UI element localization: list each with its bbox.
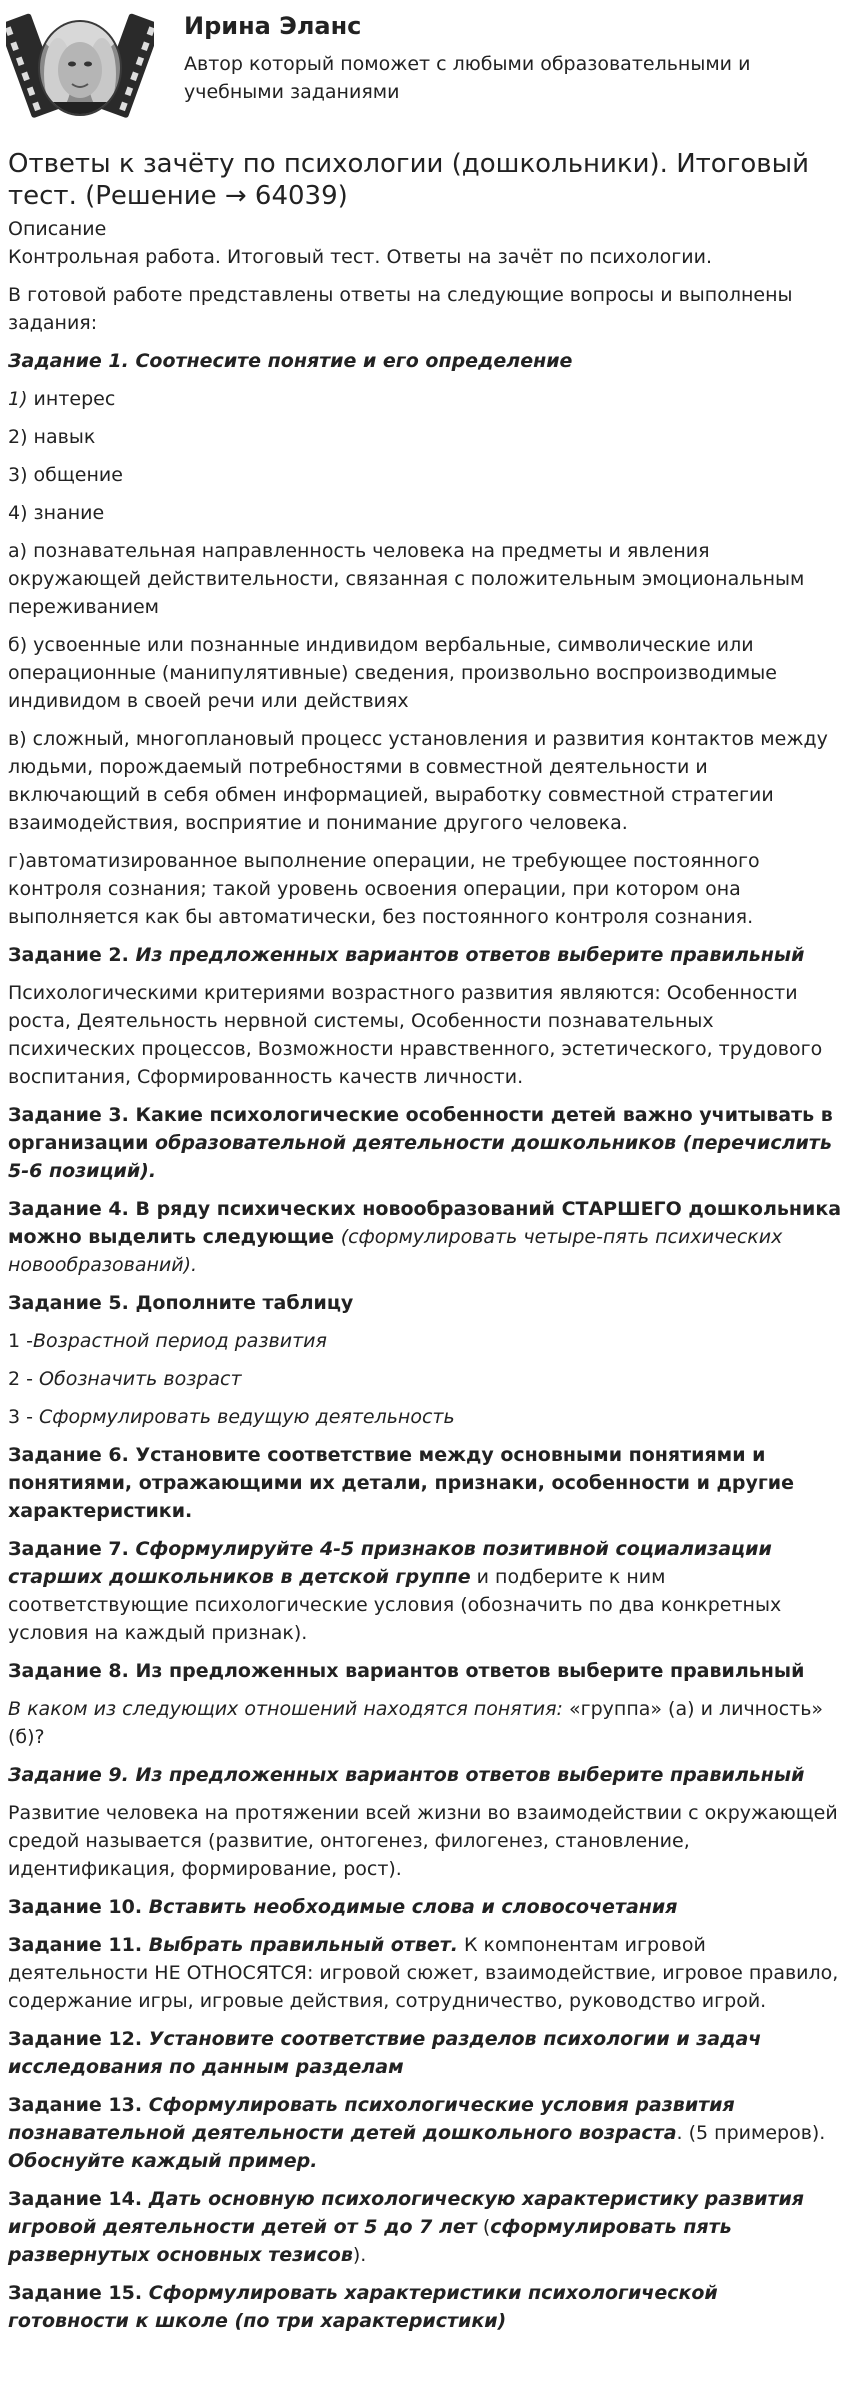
task-1-item-text: навык: [27, 426, 96, 448]
task-1-item-number: 4): [8, 502, 28, 524]
task-8-heading: Задание 8. Из предложенных вариантов ответов выберите правильный: [8, 1660, 805, 1682]
task-5-row-text: Сформулировать ведущую деятельность: [39, 1406, 455, 1428]
task-5-row-number: 2 -: [8, 1368, 40, 1390]
task-3-heading-bold: Задание 3. Какие психологические особенности детей важно учитывать в организации: [8, 1104, 833, 1154]
task-14-heading-text: Дать основную психологическую характеристику развития игровой деятельности детей от 5 до 7 лет: [8, 2188, 804, 2238]
task-1-item: [8, 461, 844, 489]
task-1-item: [8, 423, 844, 451]
avatar[interactable]: [6, 4, 154, 130]
task-9-heading: Задание 9. Из предложенных вариантов ответов выберите правильный: [8, 1764, 805, 1786]
intro-line-2: В готовой работе представлены ответы на следующие вопросы и выполнены задания:: [8, 284, 793, 334]
task-8-text: [8, 1695, 844, 1751]
task-12-heading-text: Установите соответствие разделов психологии и задач исследования по данным разделам: [8, 2028, 762, 2078]
task-9-text: Развитие человека на протяжении всей жизни во взаимодействии с окружающей средой называется (развитие, онтогенез, филогенез, становление, идентификация, формирование, рост).: [8, 1802, 838, 1880]
task-5-row-text: Обозначить возраст: [39, 1368, 242, 1390]
task-7-text: и подберите к ним соответствующие психологические условия (обозначить по два конкретных условия на каждый признак).: [8, 1566, 782, 1644]
task-5-row-number: 1 -: [8, 1330, 33, 1352]
task-13-heading: [8, 2091, 844, 2175]
task-12-heading: [8, 2025, 844, 2081]
task-1-definition: в) сложный, многоплановый процесс установления и развития контактов между людьми, порождаемый потребностями в совместной деятельности и включающий в себя обмен информацией, выработку совместной стратегии взаимодействия, восприятие и понимание другого человека.: [8, 728, 828, 834]
task-14-label: Задание 14.: [8, 2188, 149, 2210]
task-5-row: [8, 1365, 844, 1393]
task-14-text-1: (: [476, 2216, 491, 2238]
task-14-heading-text-2: сформулировать пять развернутых основных тезисов: [8, 2216, 732, 2266]
description-label: Описание: [8, 218, 107, 240]
intro-line-1: Контрольная работа. Итоговый тест. Ответы на зачёт по психологии.: [8, 246, 713, 268]
task-11-heading: [8, 1931, 844, 2015]
task-10-heading: [8, 1893, 844, 1921]
task-1-definition: г)автоматизированное выполнение операции, не требующее постоянного контроля сознания; такой уровень освоения операции, при котором она выполняется как бы автоматически, без постоянного контроля сознания.: [8, 850, 760, 928]
task-2-heading-text: Из предложенных вариантов ответов выберите правильный: [135, 944, 805, 966]
task-11-text: К компонентам игровой деятельности НЕ ОТНОСЯТСЯ: игровой сюжет, взаимодействие, игровое правило, содержание игры, игровые действия, сотрудничество, руководство игрой.: [8, 1934, 839, 2012]
task-7-label: Задание 7.: [8, 1538, 136, 1560]
task-8-text-plain: «группа» (а) и личность» (б)?: [8, 1698, 824, 1748]
task-8-text-italic: В каком из следующих отношений находятся понятия:: [8, 1698, 563, 1720]
task-3-heading: [8, 1101, 844, 1185]
task-4-heading-bold: Задание 4. В ряду психических новообразований СТАРШЕГО дошкольника можно выделить следующие: [8, 1198, 842, 1248]
task-1-definition: а) познавательная направленность человека на предметы и явления окружающей действительности, связанная с положительным эмоциональным переживанием: [8, 540, 805, 618]
author-name[interactable]: Ирина Эланс: [184, 12, 362, 40]
task-13-tail: Обоснуйте каждый пример.: [8, 2150, 318, 2172]
task-2-heading: [8, 941, 844, 969]
task-7-heading-text: Сформулируйте 4-5 признаков позитивной социализации старших дошкольников в детской группе: [8, 1538, 772, 1588]
task-12-label: Задание 12.: [8, 2028, 149, 2050]
task-1-item: [8, 385, 844, 413]
author-header: [0, 0, 847, 138]
task-6-heading: Задание 6. Установите соответствие между основными понятиями и понятиями, отражающими их детали, признаки, особенности и другие характеристики.: [8, 1444, 794, 1522]
task-14-heading: [8, 2185, 844, 2269]
task-5-row: [8, 1403, 844, 1431]
description-body: [8, 215, 844, 2345]
task-2-label: Задание 2.: [8, 944, 136, 966]
task-13-label: Задание 13.: [8, 2094, 149, 2116]
task-11-label: Задание 11.: [8, 1934, 149, 1956]
task-5-row-text: Возрастной период развития: [32, 1330, 327, 1352]
task-1-item-text: знание: [27, 502, 105, 524]
task-13-heading-text: Сформулировать психологические условия развития познавательной деятельности детей дошкольного возраста: [8, 2094, 735, 2144]
task-2-text: Психологическими критериями возрастного развития являются: Особенности роста, Деятельность нервной системы, Особенности познавательных психических процессов, Возможности нравственного, эстетического, трудового воспитания, Сформированность качеств личности.: [8, 982, 823, 1088]
task-4-heading-italic: (сформулировать четыре-пять психических новообразований).: [8, 1226, 783, 1276]
task-14-text-2: ).: [352, 2244, 367, 2266]
task-1-item-text: интерес: [27, 388, 116, 410]
task-5-heading: Задание 5. Дополните таблицу: [8, 1292, 354, 1314]
task-1-item-number: 3): [8, 464, 28, 486]
task-1-item-number: 1): [8, 388, 28, 410]
task-5-row: [8, 1327, 844, 1355]
task-5-row-number: 3 -: [8, 1406, 40, 1428]
film-reel-avatar-icon: [6, 4, 154, 130]
task-1-heading: Задание 1. Соотнесите понятие и его определение: [8, 350, 573, 372]
task-4-heading: [8, 1195, 844, 1279]
task-1-item-text: общение: [27, 464, 123, 486]
task-13-text: . (5 примеров).: [676, 2122, 826, 2144]
task-15-heading-text: Сформулировать характеристики психологической готовности к школе (по три характеристики): [8, 2282, 718, 2332]
task-3-heading-bold-italic: образовательной деятельности дошкольников (перечислить 5-6 позиций).: [8, 1132, 832, 1182]
task-11-heading-text: Выбрать правильный ответ.: [148, 1934, 458, 1956]
page-title: Ответы к зачёту по психологии (дошкольники). Итоговый тест. (Решение → 64039): [8, 149, 810, 211]
author-description: Автор который поможет с любыми образовательными и учебными заданиями: [184, 53, 751, 103]
task-7-heading: [8, 1535, 844, 1647]
task-1-definition: б) усвоенные или познанные индивидом вербальные, символические или операционные (манипулятивные) сведения, произвольно воспроизводимые индивидом в своей речи или действиях: [8, 634, 777, 712]
task-1-item: [8, 499, 844, 527]
task-15-label: Задание 15.: [8, 2282, 149, 2304]
task-15-heading: [8, 2279, 844, 2335]
task-10-label: Задание 10.: [8, 1896, 149, 1918]
task-1-item-number: 2): [8, 426, 28, 448]
task-10-heading-text: Вставить необходимые слова и словосочетания: [148, 1896, 678, 1918]
